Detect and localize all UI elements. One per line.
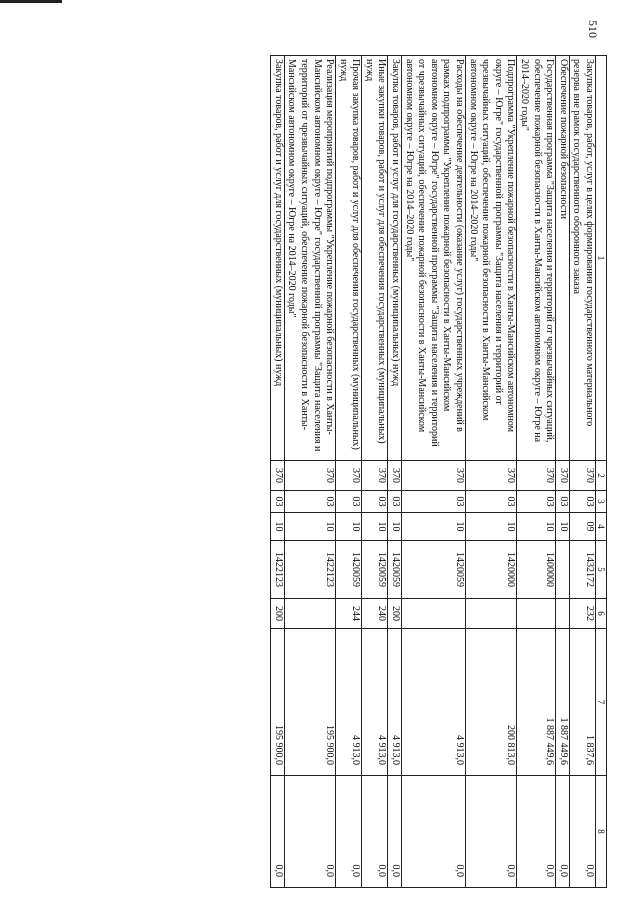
- table-row: [569, 56, 595, 888]
- target-article-cell: 1420059: [336, 541, 362, 599]
- table-row: [362, 56, 388, 888]
- code-cell: 370: [569, 461, 595, 491]
- amount-cell: 195 900,0: [284, 629, 335, 776]
- amount-cell: 195 900,0: [271, 629, 285, 776]
- amount2-cell: 0,0: [362, 776, 388, 888]
- subsection-cell: 10: [466, 513, 517, 541]
- code-cell: 370: [388, 461, 402, 491]
- header-cell: 4: [596, 513, 607, 541]
- code-cell: 370: [556, 461, 570, 491]
- table-row: [388, 56, 402, 888]
- amount-cell: 4 913,0: [336, 629, 362, 776]
- table-row: [517, 56, 556, 888]
- header-cell: 3: [596, 491, 607, 513]
- amount2-cell: 0,0: [336, 776, 362, 888]
- code-cell: 370: [517, 461, 556, 491]
- amount-cell: 4 913,0: [362, 629, 388, 776]
- table-row: [271, 56, 285, 888]
- target-article-cell: 1420059: [388, 541, 402, 599]
- amount2-cell: 0,0: [569, 776, 595, 888]
- header-cell: 7: [596, 629, 607, 776]
- amount2-cell: 0,0: [388, 776, 402, 888]
- subsection-cell: 10: [517, 513, 556, 541]
- section-cell: 03: [388, 491, 402, 513]
- code-cell: 370: [271, 461, 285, 491]
- section-cell: 03: [284, 491, 335, 513]
- amount2-cell: 0,0: [402, 776, 466, 888]
- header-cell: 5: [596, 541, 607, 599]
- table-row: [466, 56, 517, 888]
- target-article-cell: 1432172: [569, 541, 595, 599]
- header-cell: 8: [596, 776, 607, 888]
- amount-cell: 1 887 449,6: [556, 629, 570, 776]
- amount-cell: 1 887 449,6: [517, 629, 556, 776]
- row-name: Закупка товаров, работ, услуг в целях формирования государственного материального резерва вне рамок государственного оборонного заказа: [569, 56, 595, 461]
- target-article-cell: [556, 541, 570, 599]
- expense-type-cell: [466, 599, 517, 629]
- row-name: Иные закупки товаров, работ и услуг для обеспечения государственных (муниципальных) нужд: [362, 56, 388, 461]
- subsection-cell: 10: [388, 513, 402, 541]
- section-cell: 03: [569, 491, 595, 513]
- header-cell: 6: [596, 599, 607, 629]
- expense-type-cell: 232: [569, 599, 595, 629]
- amount-cell: 4 913,0: [402, 629, 466, 776]
- budget-table: [270, 55, 607, 888]
- section-cell: 03: [517, 491, 556, 513]
- header-cell: 1: [596, 56, 607, 461]
- row-name: Реализация мероприятий подпрограммы "Укрепление пожарной безопасности в Ханты-Мансийском автономном округе – Югре" государственной программы "Защита населения и территорий от чрезвычайных ситуаций, обеспечение пожарной безопасности в Ханты-Мансийском автономном округе – Югре на 2014–2020 годы": [284, 56, 335, 461]
- subsection-cell: 10: [402, 513, 466, 541]
- code-cell: 370: [284, 461, 335, 491]
- section-cell: 03: [362, 491, 388, 513]
- amount-cell: 1 837,6: [569, 629, 595, 776]
- row-name: Закупка товаров, работ и услуг для государственных (муниципальных) нужд: [388, 56, 402, 461]
- header-cell: 2: [596, 461, 607, 491]
- row-name: Обеспечение пожарной безопасности: [556, 56, 570, 461]
- table-row: [284, 56, 335, 888]
- target-article-cell: 1422123: [284, 541, 335, 599]
- table-row: [402, 56, 466, 888]
- section-cell: 03: [556, 491, 570, 513]
- table-row: [336, 56, 362, 888]
- code-cell: 370: [362, 461, 388, 491]
- section-cell: 03: [466, 491, 517, 513]
- target-article-cell: 1400000: [517, 541, 556, 599]
- expense-type-cell: 244: [336, 599, 362, 629]
- subsection-cell: 10: [284, 513, 335, 541]
- section-cell: 03: [336, 491, 362, 513]
- row-name: Государственная программа "Защита населения и территорий от чрезвычайных ситуаций, обеспечение пожарной безопасности в Ханты-Мансийском автономном округе – Югре на 2014–2020 годы": [517, 56, 556, 461]
- subsection-cell: 10: [362, 513, 388, 541]
- amount2-cell: 0,0: [466, 776, 517, 888]
- target-article-cell: 1422123: [271, 541, 285, 599]
- expense-type-cell: 200: [271, 599, 285, 629]
- expense-type-cell: [284, 599, 335, 629]
- code-cell: 370: [466, 461, 517, 491]
- row-name: Закупка товаров, работ и услуг для государственных (муниципальных) нужд: [271, 56, 285, 461]
- section-cell: 03: [402, 491, 466, 513]
- table-row: [556, 56, 570, 888]
- subsection-cell: 10: [336, 513, 362, 541]
- row-name: Прочая закупка товаров, работ и услуг для обеспечения государственных (муниципальных) нужд: [336, 56, 362, 461]
- code-cell: 370: [336, 461, 362, 491]
- amount2-cell: 0,0: [271, 776, 285, 888]
- rotated-page: [270, 55, 607, 887]
- expense-type-cell: [402, 599, 466, 629]
- header-row: [596, 56, 607, 888]
- subsection-cell: 09: [569, 513, 595, 541]
- subsection-cell: 10: [271, 513, 285, 541]
- row-name: Подпрограмма "Укрепление пожарной безопасности в Ханты-Мансийском автономном округе – Югре" государственной программы "Защита населения и территорий от чрезвычайных ситуаций, обеспечение пожарной безопасности в Ханты-Мансийском автономном округе – Югре на 2014–2020 годы": [466, 56, 517, 461]
- amount2-cell: 0,0: [556, 776, 570, 888]
- page-number: 510: [586, 20, 600, 38]
- expense-type-cell: [556, 599, 570, 629]
- code-cell: 370: [402, 461, 466, 491]
- row-name: Расходы на обеспечение деятельности (оказание услуг) государственных учреждений в рамках подпрограммы "Укрепление пожарной безопасности в Ханты-Мансийском автономном округе – Югре" государственной программы "Защита населения и территорий от чрезвычайных ситуаций, обеспечение пожарной безопасности в Ханты-Мансийском автономном округе – Югре на 2014–2020 годы": [402, 56, 466, 461]
- target-article-cell: 1420059: [362, 541, 388, 599]
- amount2-cell: 0,0: [284, 776, 335, 888]
- amount-cell: 200 813,0: [466, 629, 517, 776]
- amount2-cell: 0,0: [517, 776, 556, 888]
- expense-type-cell: [517, 599, 556, 629]
- subsection-cell: 10: [556, 513, 570, 541]
- expense-type-cell: 240: [362, 599, 388, 629]
- target-article-cell: 1420059: [402, 541, 466, 599]
- section-cell: 03: [271, 491, 285, 513]
- target-article-cell: 1420000: [466, 541, 517, 599]
- scan-edge-mark: [0, 0, 62, 3]
- expense-type-cell: 200: [388, 599, 402, 629]
- amount-cell: 4 913,0: [388, 629, 402, 776]
